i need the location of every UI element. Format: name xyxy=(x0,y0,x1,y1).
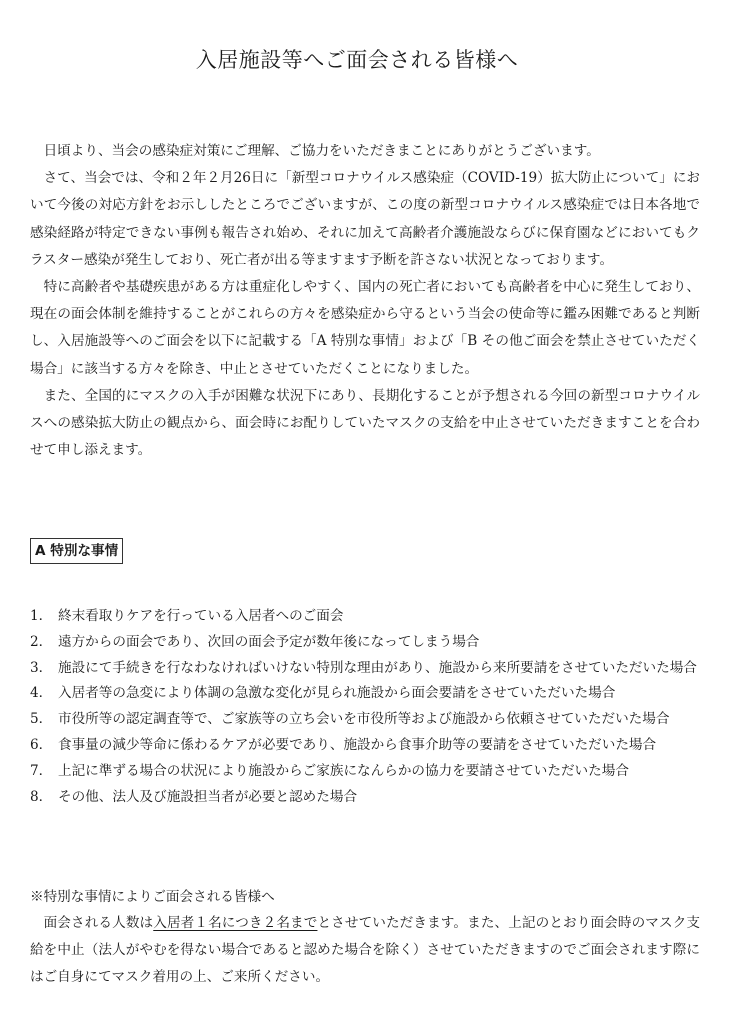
list-item-number: 1． xyxy=(30,608,53,624)
note-body xyxy=(30,910,700,991)
intro-paragraph: さて、当会では、令和２年２月26日に「新型コロナウイルス感染症（COVID-19）拡大防止について」において今後の対応方針をお示ししたところでございますが、この度の新型コロナウイルス感染症では日本各地で感染経路が特定できない事例も報告され始め、それに加えて高齢者介護施設ならびに保育園などにおいてもクラスター感染が発生しており、死亡者が出る等ますます予断を許さない状況となっております。 xyxy=(30,170,701,268)
intro-section xyxy=(30,138,700,464)
list-item xyxy=(30,630,730,656)
list-item-number: 3． xyxy=(30,659,53,676)
intro-paragraph: 特に高齢者や基礎疾患がある方は重症化しやすく、国内の死亡者においても高齢者を中心に発生しており、現在の面会体制を維持することがこれらの方々を感染症から守るという当会の使命等に鑑み困難であると判断し、入居施設等へのご面会を以下に記載する「A 特別な事情」および「B その他ご面会を禁止させていただく場合」に該当する方々を除き、中止とさせていただくことになりました。 xyxy=(30,279,700,377)
list-item-number: 5． xyxy=(30,711,53,728)
page-title: 入居施設等へご面会される皆様へ xyxy=(195,48,519,72)
note-title: ※特別な事情によりご面会される皆様へ xyxy=(30,889,275,905)
list-item-text: 遠方からの面会であり、次回の面会予定が数年後になってしまう場合 xyxy=(58,633,480,650)
list-item xyxy=(30,681,730,707)
list-item xyxy=(30,707,730,733)
list-item-text: その他、法人及び施設担当者が必要と認めた場合 xyxy=(58,788,358,805)
list-item-text: 食事量の減少等命に係わるケアが必要であり、施設から食事介助等の要請をさせていただいた場合 xyxy=(58,736,657,753)
list-item xyxy=(30,759,730,785)
list-item-text: 上記に準ずる場合の状況により施設からご家族になんらかの協力を要請させていただいた場合 xyxy=(58,762,629,779)
intro-paragraph: また、全国的にマスクの入手が困難な状況下にあり、長期化することが予想される今回の新型コロナウイルスへの感染拡大防止の観点から、面会時にお配りしていたマスクの支給を中止させていただきますことを合わせて申し添えます。 xyxy=(30,387,700,459)
list-item xyxy=(30,656,730,682)
section-a-heading: A 特別な事情 xyxy=(30,538,123,564)
list-item-number: 7． xyxy=(30,762,53,779)
list-item xyxy=(30,785,730,811)
visitor-limit-text: 入居者１名につき２名まで xyxy=(153,915,318,931)
visitor-note xyxy=(30,884,700,991)
list-item xyxy=(30,733,730,759)
list-item-text: 終末看取りケアを行っている入居者へのご面会 xyxy=(58,608,344,624)
list-item-number: 2． xyxy=(30,633,53,650)
list-item-text: 施設にて手続きを行なわなければいけない特別な理由があり、施設から来所要請をさせていただいた場合 xyxy=(58,659,697,676)
note-body-lead: 面会される人数は xyxy=(43,915,154,931)
intro-paragraph: 日頃より、当会の感染症対策にご理解、ご協力をいただきまことにありがとうございます。 xyxy=(43,143,600,159)
list-item-text: 入居者等の急変により体調の急激な変化が見られ施設から面会要請をさせていただいた場合 xyxy=(58,685,616,702)
list-item xyxy=(30,604,730,630)
list-item-number: 8． xyxy=(30,788,53,805)
special-circumstances-list xyxy=(30,604,730,810)
list-item-number: 6． xyxy=(30,736,53,753)
note-body-rest: とさせていただきます。また、上記のとおり面会時のマスク支給を中止（法人がやむを得ない場合であると認めた場合を除く）させていただきますのでご面会されます際にはご自身にてマスク着用の上、ご来所ください。 xyxy=(30,915,701,985)
list-item-text: 市役所等の認定調査等で、ご家族等の立ち会いを市役所等および施設から依頼させていただいた場合 xyxy=(58,711,670,728)
list-item-number: 4． xyxy=(30,685,53,702)
